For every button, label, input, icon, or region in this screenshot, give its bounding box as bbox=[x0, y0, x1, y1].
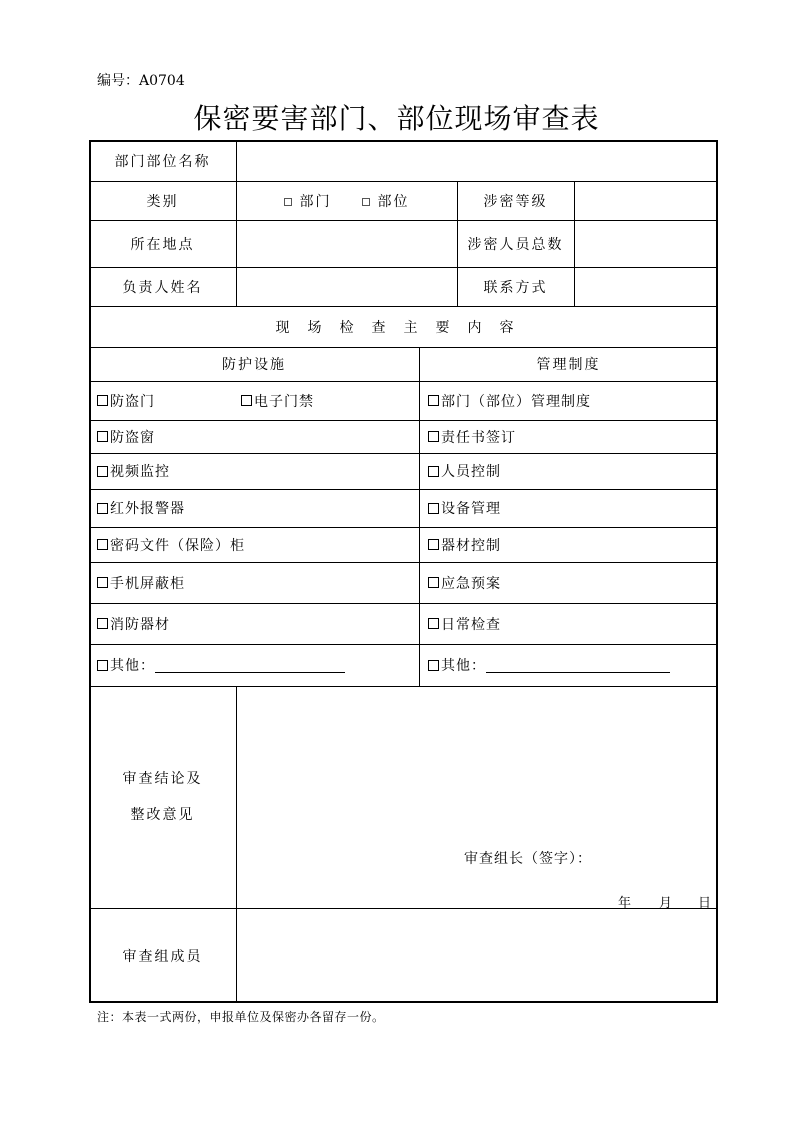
check-electronic-access[interactable]: 电子门禁 bbox=[241, 381, 411, 420]
dept-name-field[interactable] bbox=[237, 141, 716, 181]
category-label: 类别 bbox=[146, 193, 179, 210]
conclusion-label-line2: 整改意见 bbox=[130, 807, 195, 823]
checkbox-icon bbox=[97, 577, 108, 588]
check-video-surveillance[interactable]: 视频监控 bbox=[97, 453, 407, 489]
management-header: 管理制度 bbox=[536, 357, 601, 373]
check-anti-theft-door[interactable]: 防盗门 bbox=[97, 381, 237, 420]
checkbox-icon bbox=[428, 660, 439, 671]
secret-level-label: 涉密等级 bbox=[483, 193, 548, 210]
checkbox-icon bbox=[97, 395, 108, 406]
location-field[interactable] bbox=[237, 220, 457, 267]
date-day: 日 bbox=[698, 895, 713, 911]
check-safe-cabinet[interactable]: 密码文件（保险）柜 bbox=[97, 527, 407, 562]
date-year: 年 bbox=[618, 895, 633, 911]
option-position[interactable]: 部位 bbox=[362, 191, 410, 211]
contact-field[interactable] bbox=[575, 267, 716, 306]
checkbox-icon bbox=[241, 395, 252, 406]
footnote: 注：本表一式两份，申报单位及保密办各留存一份。 bbox=[97, 1010, 385, 1024]
checkbox-icon bbox=[97, 618, 108, 629]
checkbox-icon bbox=[428, 618, 439, 629]
checkbox-icon bbox=[284, 198, 292, 206]
check-responsibility-letter[interactable]: 责任书签订 bbox=[428, 420, 713, 453]
option-department[interactable]: 部门 bbox=[284, 191, 332, 211]
form-title: 保密要害部门、部位现场审查表 bbox=[193, 102, 600, 135]
responsible-label: 负责人姓名 bbox=[122, 279, 203, 296]
checkbox-icon bbox=[428, 503, 439, 514]
check-personnel-control[interactable]: 人员控制 bbox=[428, 453, 713, 489]
location-label: 所在地点 bbox=[130, 236, 195, 253]
secret-staff-field[interactable] bbox=[575, 220, 716, 267]
checkbox-icon bbox=[428, 577, 439, 588]
secret-level-field[interactable] bbox=[575, 181, 716, 220]
date-month: 月 bbox=[659, 895, 674, 911]
checkbox-icon bbox=[428, 395, 439, 406]
inspection-header: 现场检查主要内容 bbox=[275, 319, 532, 336]
checkbox-icon bbox=[362, 198, 370, 206]
checkbox-icon bbox=[97, 431, 108, 442]
check-infrared-alarm[interactable]: 红外报警器 bbox=[97, 489, 407, 527]
checkbox-icon bbox=[97, 660, 108, 671]
checkbox-icon bbox=[428, 539, 439, 550]
check-fire-equipment[interactable]: 消防器材 bbox=[97, 603, 407, 644]
dept-name-label: 部门部位名称 bbox=[114, 153, 211, 170]
contact-label: 联系方式 bbox=[483, 279, 548, 296]
checkbox-icon bbox=[97, 539, 108, 550]
check-anti-theft-window[interactable]: 防盗窗 bbox=[97, 420, 407, 453]
checkbox-icon bbox=[97, 503, 108, 514]
conclusion-field[interactable] bbox=[237, 687, 716, 832]
responsible-field[interactable] bbox=[237, 267, 457, 306]
checkbox-icon bbox=[428, 466, 439, 477]
check-equipment-management[interactable]: 设备管理 bbox=[428, 489, 713, 527]
check-management-other[interactable]: 其他： bbox=[428, 644, 713, 686]
check-protection-other[interactable]: 其他： bbox=[97, 644, 407, 686]
check-material-control[interactable]: 器材控制 bbox=[428, 527, 713, 562]
checkbox-icon bbox=[97, 466, 108, 477]
other-input-line[interactable] bbox=[486, 658, 670, 673]
check-emergency-plan[interactable]: 应急预案 bbox=[428, 562, 713, 603]
check-daily-inspection[interactable]: 日常检查 bbox=[428, 603, 713, 644]
secret-staff-label: 涉密人员总数 bbox=[467, 236, 564, 253]
checkbox-icon bbox=[428, 431, 439, 442]
check-management-system[interactable]: 部门（部位）管理制度 bbox=[428, 381, 713, 420]
category-options bbox=[236, 181, 457, 220]
check-phone-shield[interactable]: 手机屏蔽柜 bbox=[97, 562, 407, 603]
leader-signature-label: 审查组长（签字）： bbox=[464, 851, 592, 867]
conclusion-label-line1: 审查结论及 bbox=[122, 771, 203, 787]
protection-header: 防护设施 bbox=[222, 357, 286, 373]
members-field[interactable] bbox=[237, 909, 716, 1001]
members-label: 审查组成员 bbox=[122, 948, 203, 965]
document-number: 编号：A0704 bbox=[97, 73, 185, 89]
other-input-line[interactable] bbox=[155, 658, 345, 673]
